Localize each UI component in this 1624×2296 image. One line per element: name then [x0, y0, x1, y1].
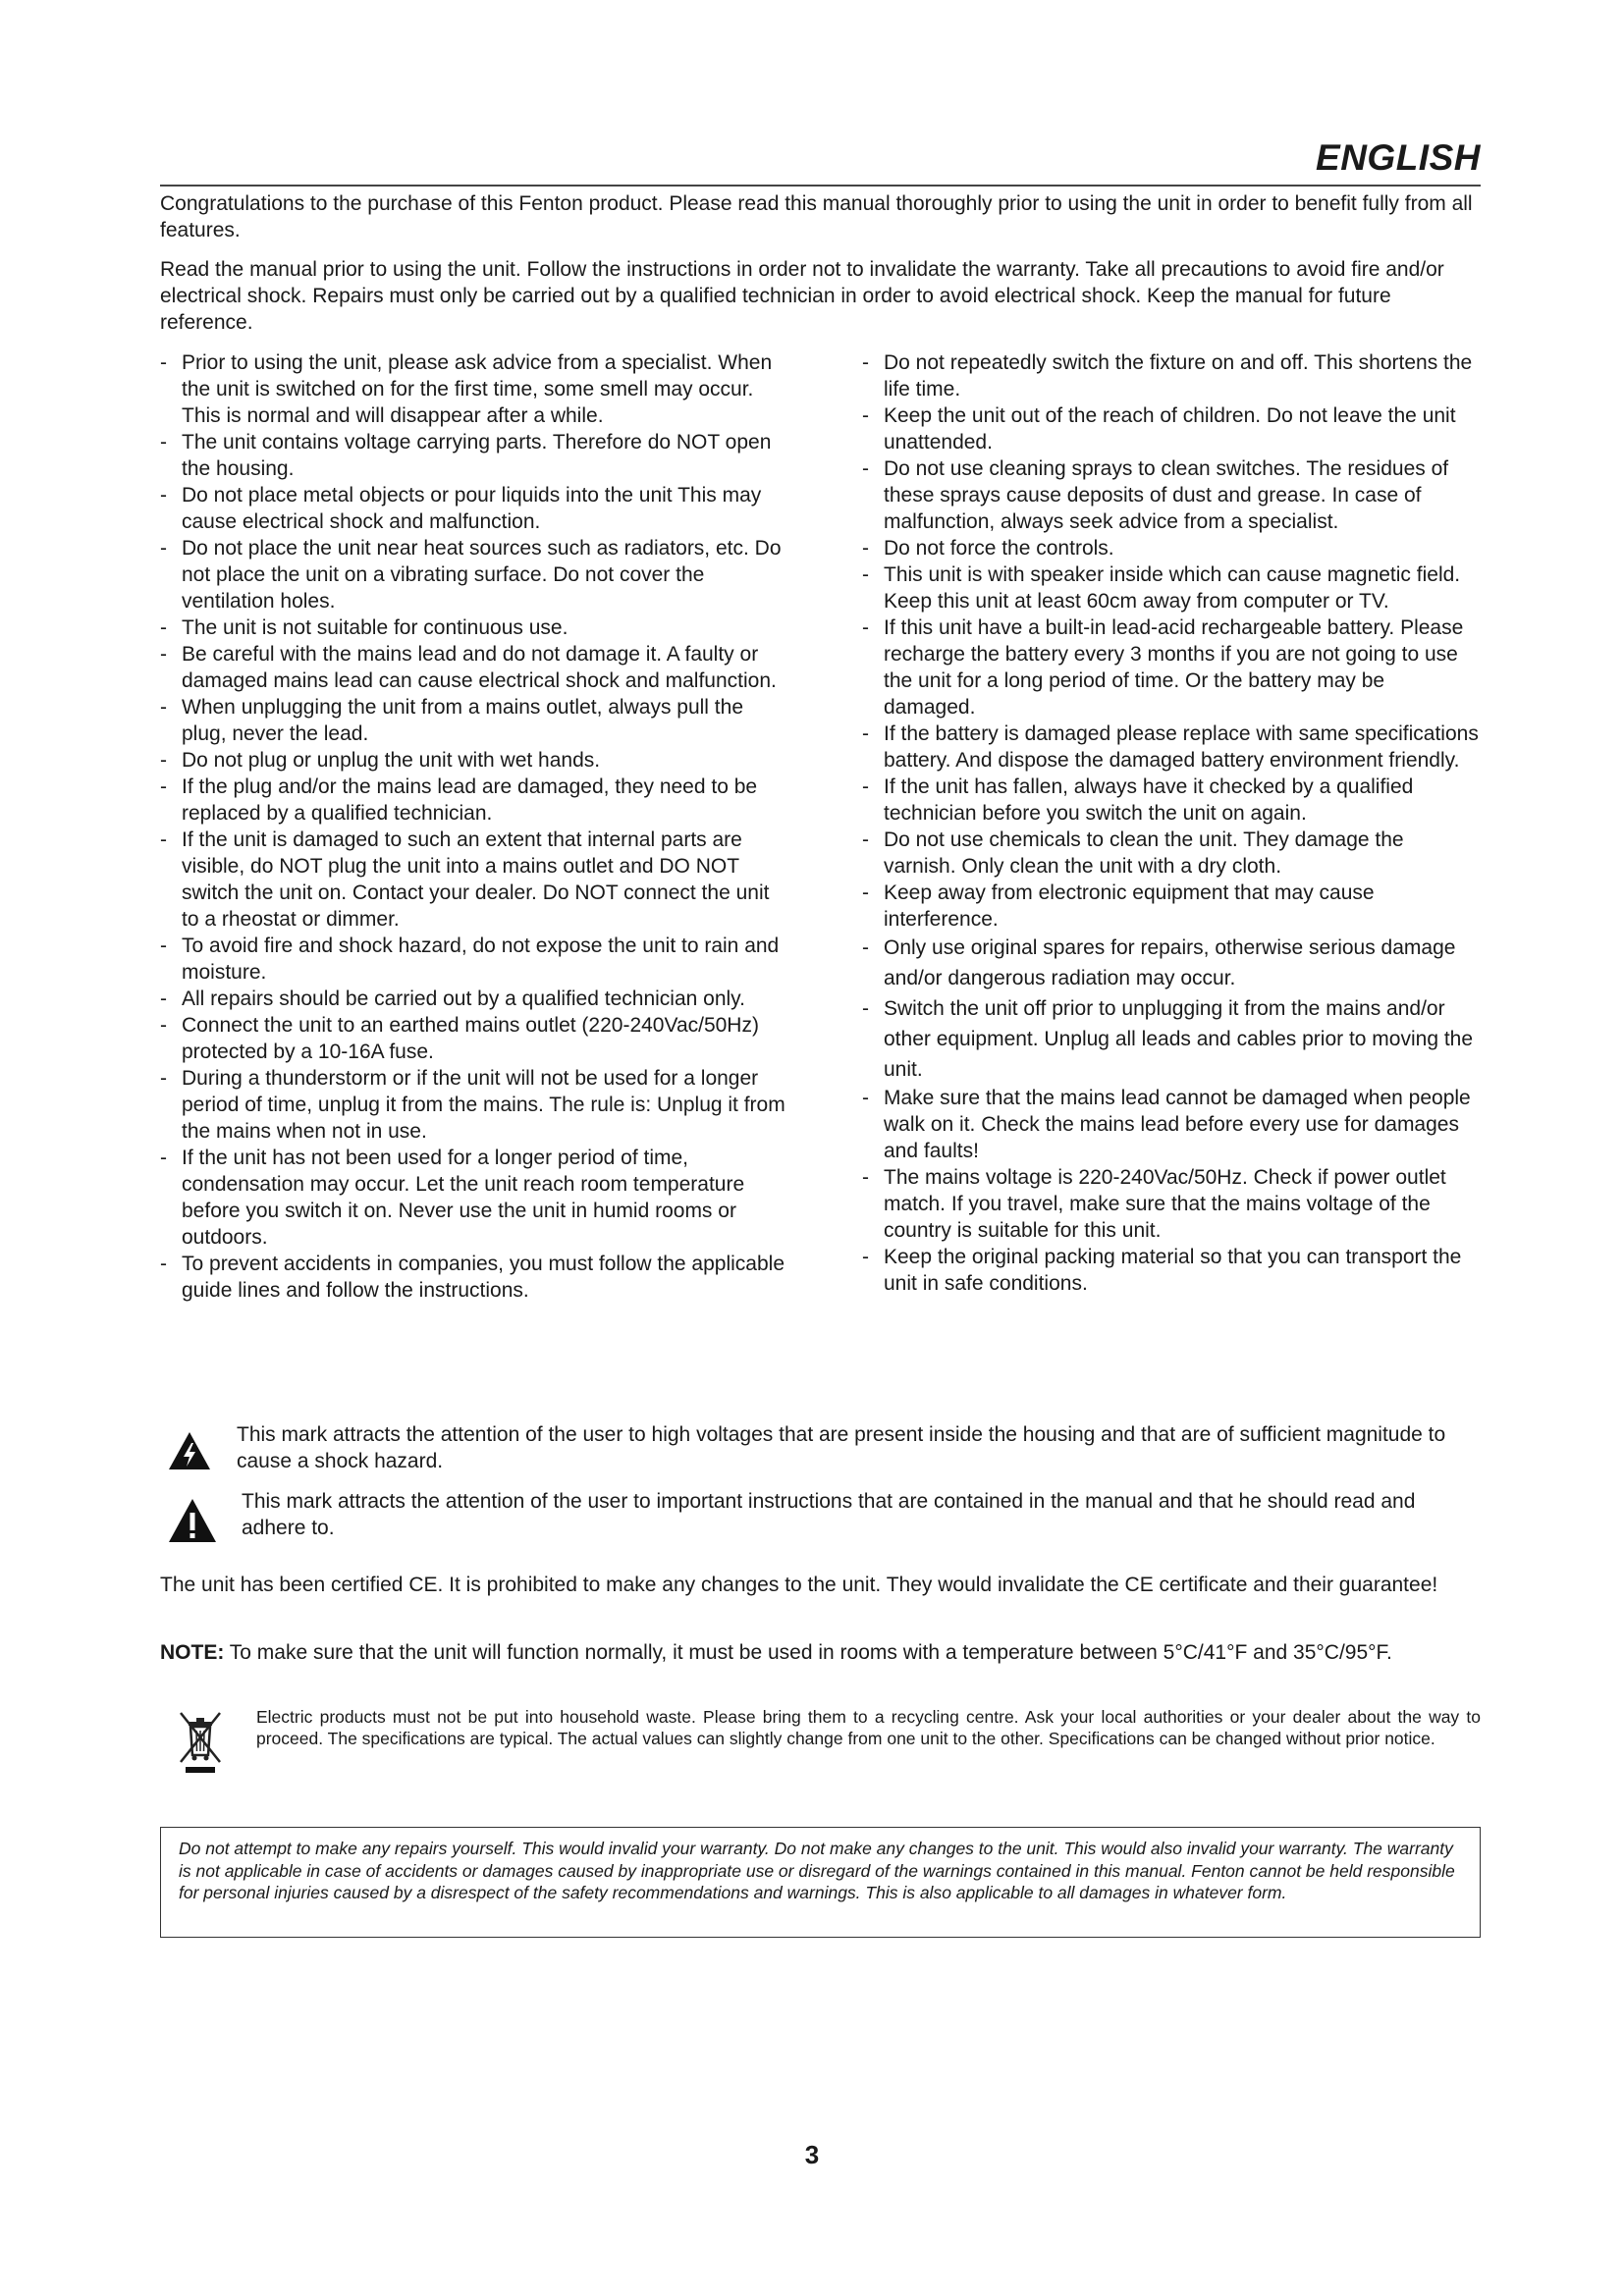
warranty-disclaimer-text: Do not attempt to make any repairs yourself. This would invalid your warranty. Do not make any changes to the unit. This would also invalid your warranty. The warranty is not applicable in case of accidents or damages caused by inappropriate use or disregard of the warnings contained in this manual. Fenton cannot be held responsible for personal injuries caused by a disrespect of the safety recommendations and warnings. This is also applicable to all damages in whatever form. — [179, 1839, 1455, 1902]
instruction-warning-text: This mark attracts the attention of the user to important instructions that are contained in the manual and that he should read and adhere to. — [242, 1490, 1416, 1539]
safety-item: - Make sure that the mains lead cannot be damaged when people walk on it. Check the mains lead before every use for damages and faults! — [862, 1085, 1481, 1164]
language-heading: ENGLISH — [1316, 137, 1481, 178]
safety-item: - The unit is not suitable for continuous use. — [160, 614, 788, 641]
safety-item: - All repairs should be carried out by a qualified technician only. — [160, 986, 788, 1012]
lightning-warning-icon — [168, 1431, 211, 1477]
safety-item: - During a thunderstorm or if the unit will not be used for a longer period of time, unplug it from the mains. The rule is: Unplug it from the mains when not in use. — [160, 1065, 788, 1145]
crossed-bin-icon — [178, 1710, 223, 1780]
heading-rule — [160, 185, 1481, 187]
safety-item: - Only use original spares for repairs, otherwise serious damage and/or dangerous radiation may occur. — [862, 933, 1481, 993]
safety-item: - Switch the unit off prior to unplugging it from the mains and/or other equipment. Unplug all leads and cables prior to moving the unit. — [862, 993, 1481, 1085]
safety-item: - Connect the unit to an earthed mains outlet (220-240Vac/50Hz) protected by a 10-16A fuse. — [160, 1012, 788, 1065]
exclamation-warning-icon — [168, 1498, 217, 1550]
safety-item: - Do not place the unit near heat sources such as radiators, etc. Do not place the unit on a vibrating surface. Do not cover the ventilation holes. — [160, 535, 788, 614]
safety-item: - Do not plug or unplug the unit with wet hands. — [160, 747, 788, 774]
voltage-warning-text: This mark attracts the attention of the user to high voltages that are present inside the housing and that are of sufficient magnitude to cause a shock hazard. — [237, 1423, 1446, 1472]
safety-item: - Keep the original packing material so that you can transport the unit in safe conditions. — [862, 1244, 1481, 1297]
ce-statement: The unit has been certified CE. It is prohibited to make any changes to the unit. They would invalidate the CE certificate and their guarantee! — [160, 1574, 1438, 1596]
intro-paragraph-2: Read the manual prior to using the unit. Follow the instructions in order not to invalidate the warranty. Take all precautions to avoid fire and/or electrical shock. Repairs must only be carried out by a qualified technician in order to avoid electrical shock. Keep the manual for future reference. — [160, 258, 1444, 334]
safety-item: - Do not place metal objects or pour liquids into the unit This may cause electrical shock and malfunction. — [160, 482, 788, 535]
safety-item: - If this unit have a built-in lead-acid rechargeable battery. Please recharge the battery every 3 months if you are not going to use the unit for a long period of time. Or the battery may be damaged. — [862, 614, 1481, 721]
warranty-disclaimer-box — [160, 1827, 1481, 1938]
weee-text: Electric products must not be put into household waste. Please bring them to a recycling centre. Ask your local authorities or your dealer about the way to proceed. The specifications are typical. The actual values can slightly change from one unit to the other. Specifications can be changed without prior notice. — [256, 1707, 1481, 1748]
note-label: NOTE: — [160, 1641, 225, 1664]
safety-item: - Prior to using the unit, please ask advice from a specialist. When the unit is switched on for the first time, some smell may occur. This is normal and will disappear after a while. — [160, 349, 788, 429]
note-text: To make sure that the unit will function normally, it must be used in rooms with a temperature between 5°C/41°F and 35°C/95°F. — [224, 1641, 1392, 1664]
safety-item: - To prevent accidents in companies, you must follow the applicable guide lines and follow the instructions. — [160, 1251, 788, 1304]
safety-item: - When unplugging the unit from a mains outlet, always pull the plug, never the lead. — [160, 694, 788, 747]
safety-item: - If the battery is damaged please replace with same specifications battery. And dispose the damaged battery environment friendly. — [862, 721, 1481, 774]
safety-item: - Keep away from electronic equipment that may cause interference. — [862, 880, 1481, 933]
safety-item: - If the unit has not been used for a longer period of time, condensation may occur. Let the unit reach room temperature before you switch it on. Never use the unit in humid rooms or outdoors. — [160, 1145, 788, 1251]
safety-item: - The unit contains voltage carrying parts. Therefore do NOT open the housing. — [160, 429, 788, 482]
safety-item: - If the unit has fallen, always have it checked by a qualified technician before you switch the unit on again. — [862, 774, 1481, 827]
safety-item: - To avoid fire and shock hazard, do not expose the unit to rain and moisture. — [160, 933, 788, 986]
page-number: 3 — [804, 2140, 820, 2169]
safety-item: - Do not repeatedly switch the fixture on and off. This shortens the life time. — [862, 349, 1481, 402]
safety-item: - Keep the unit out of the reach of children. Do not leave the unit unattended. — [862, 402, 1481, 455]
safety-item: - If the plug and/or the mains lead are damaged, they need to be replaced by a qualified technician. — [160, 774, 788, 827]
safety-list-right — [862, 349, 1481, 1297]
safety-item: - Do not force the controls. — [862, 535, 1481, 561]
safety-item: - If the unit is damaged to such an extent that internal parts are visible, do NOT plug the unit into a mains outlet and DO NOT switch the unit on. Contact your dealer. Do NOT connect the unit to a rheostat or dimmer. — [160, 827, 788, 933]
safety-list-left — [160, 349, 788, 1304]
safety-item: - The mains voltage is 220-240Vac/50Hz. Check if power outlet match. If you travel, make sure that the mains voltage of the country is suitable for this unit. — [862, 1164, 1481, 1244]
safety-item: - Do not use cleaning sprays to clean switches. The residues of these sprays cause deposits of dust and grease. In case of malfunction, always seek advice from a specialist. — [862, 455, 1481, 535]
intro-paragraph-1: Congratulations to the purchase of this Fenton product. Please read this manual thoroughly prior to using the unit in order to benefit fully from all features. — [160, 192, 1473, 241]
safety-item: - Be careful with the mains lead and do not damage it. A faulty or damaged mains lead can cause electrical shock and malfunction. — [160, 641, 788, 694]
temperature-note — [160, 1639, 1481, 1666]
safety-item: - This unit is with speaker inside which can cause magnetic field. Keep this unit at least 60cm away from computer or TV. — [862, 561, 1481, 614]
safety-item: - Do not use chemicals to clean the unit. They damage the varnish. Only clean the unit with a dry cloth. — [862, 827, 1481, 880]
